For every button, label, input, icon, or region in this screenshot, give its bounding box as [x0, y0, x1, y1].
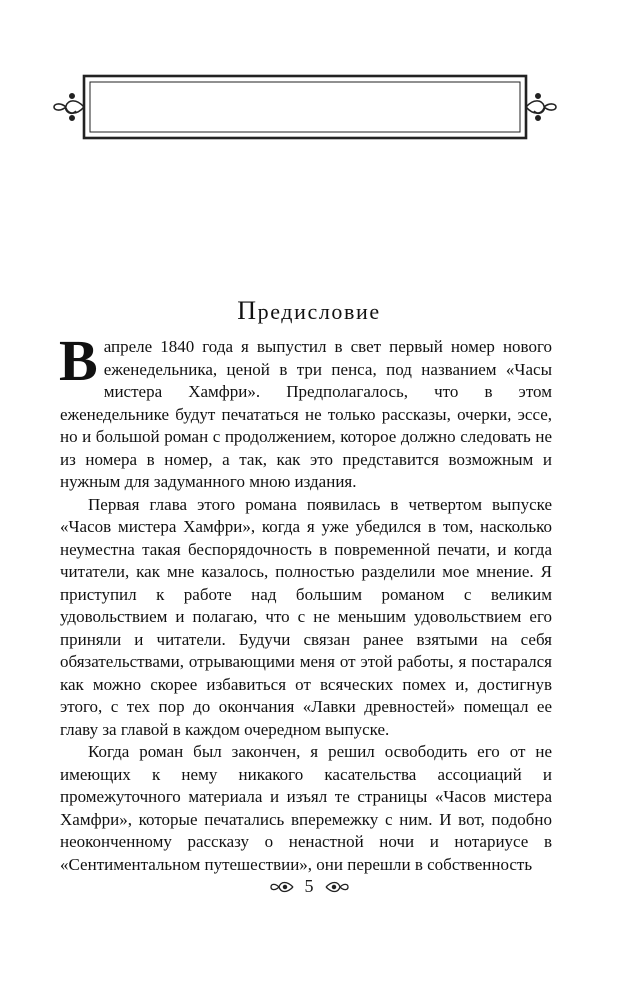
paragraph-1-text: апреле 1840 года я выпустил в свет первый номер нового еженедельника, ценой в три пенса, под названием «Часы мистера Хамфри». Предполагалось, что в этом еженедельнике будут печататься не только рассказы, очерки, эссе, но и большой роман с продолжением, которое должно следовать не из номера в номер, а так, как это представится возможным и нужным для задуманного мною издания. [60, 337, 552, 491]
ornamental-frame-icon [50, 70, 560, 144]
fleuron-left-icon [269, 879, 295, 895]
paragraph-2: Первая глава этого романа появилась в четвертом выпуске «Часов мистера Хамфри», когда я уже убедился в том, насколько неуместна такая беспорядочность в повременной печати, и когда читатели, как мне казалось, полностью разделили мое мнение. Я приступил к работе над большим романом с великим удовольствием и полагаю, что с не меньшим удовольствием его приняли и читатели. Будучи связан ранее взятыми на себя обязательствами, отрывающими меня от этой работы, я постарался как можно скорее избавиться от всяческих помех и, достигнув этого, с тех пор до окончания «Лавки древностей» помещал ее главу за главой в каждом очередном выпуске. [60, 494, 552, 739]
page-number: 5 [304, 876, 314, 896]
page-footer [0, 876, 618, 897]
paragraph-3: Когда роман был закончен, я решил освободить его от не имеющих к нему никакого касательства ассоциаций и промежуточного материала и изъял те страницы «Часов мистера Хамфри», которые печатались вперемежку с ним. И вот, подобно неоконченному рассказу о ненастной ночи и нотариусе в «Сентиментальном путешествии», они перешли в собственность [60, 742, 552, 874]
chapter-title-rest: редисловие [257, 299, 381, 324]
drop-cap: В [59, 328, 98, 393]
header-ornament-frame [50, 70, 560, 144]
body-text [59, 328, 552, 876]
chapter-title-cap: П [237, 296, 258, 325]
paragraph-1 [59, 328, 552, 494]
chapter-title [0, 296, 618, 326]
fleuron-right-icon [324, 879, 350, 895]
